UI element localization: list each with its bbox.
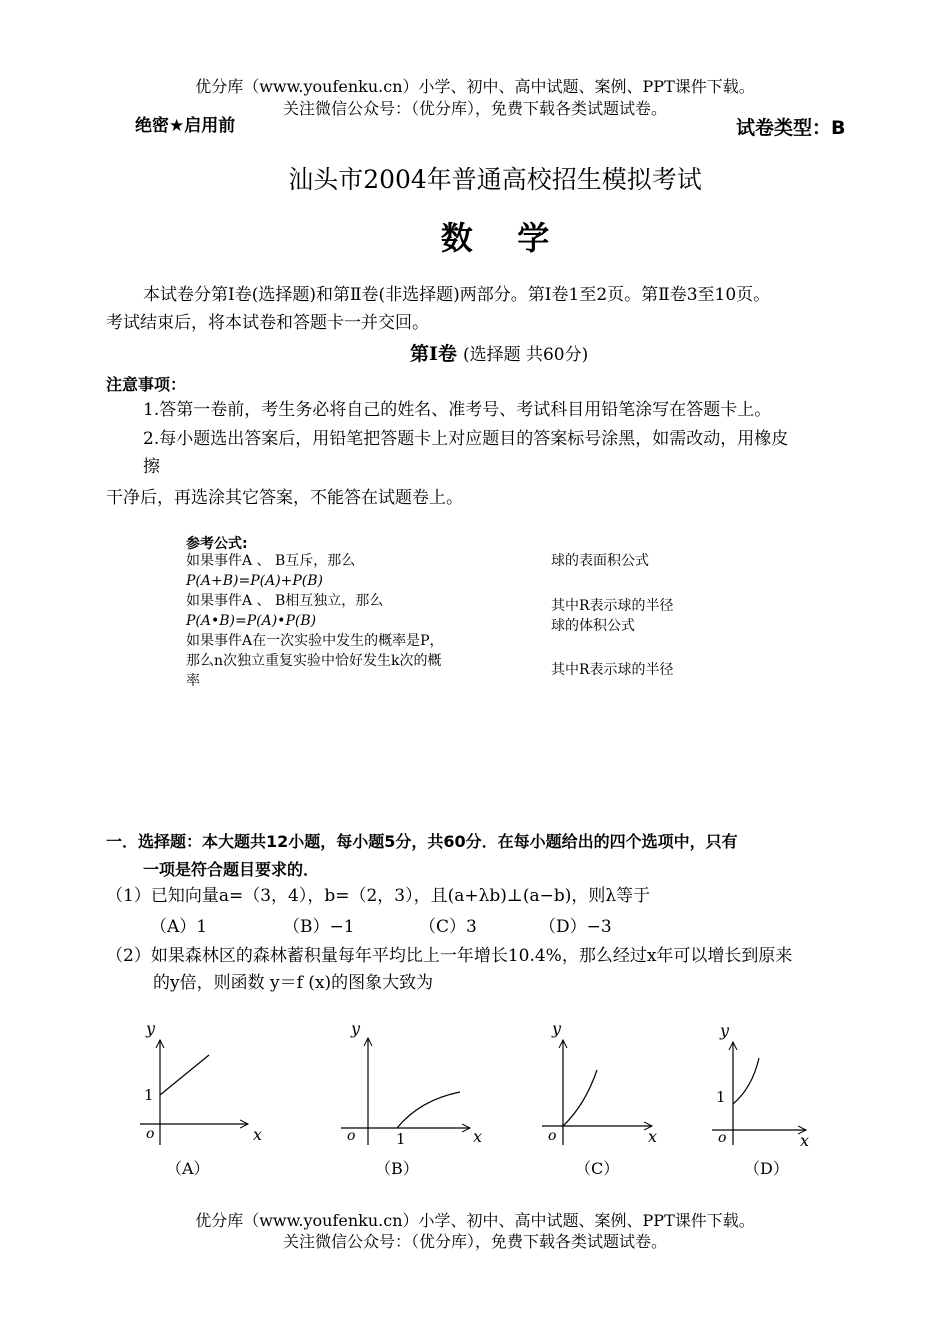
formula-title: 参考公式: [186, 536, 248, 552]
formula-left-0: 如果事件A 、 B互斥，那么 [186, 553, 356, 569]
question-1-option-c: （C）3 [419, 917, 477, 937]
formula-right-3: 其中R表示球的半径 [551, 662, 674, 678]
part1-subtitle: (选择题 共60分) [462, 345, 589, 365]
formula-left-6: 率 [186, 673, 200, 689]
formula-left-3: P(A•B)=P(A)•P(B) [186, 613, 317, 629]
question-2-stem: （2）如果森林区的森林蓄积量每年平均比上一年增长10.4%，那么经过x年可以增长到原来 [106, 946, 793, 966]
graph-a [140, 1019, 262, 1178]
graph-d-origin: o [718, 1130, 727, 1146]
graph-a-y-label: y [146, 1019, 156, 1038]
intro-line-1: 本试卷分第Ⅰ卷(选择题)和第Ⅱ卷(非选择题)两部分。第Ⅰ卷1至2页。第Ⅱ卷3至10页。 [143, 285, 771, 305]
answer-graphs [0, 1010, 950, 1190]
graph-c-label: （C） [575, 1159, 620, 1178]
graph-b [341, 1019, 482, 1178]
graph-b-y-label: y [351, 1019, 361, 1038]
graph-a-x-label: x [253, 1125, 263, 1144]
question-1-option-d: （D）−3 [539, 917, 612, 937]
header-ad-line-2: 关注微信公众号：（优分库），免费下载各类试题试卷。 [282, 99, 667, 118]
section1-instructions-continued: 一项是符合题目要求的． [143, 860, 320, 879]
question-1-option-b: （B）−1 [283, 917, 355, 937]
graph-c-x-label: x [648, 1127, 658, 1146]
question-1-option-a: （A）1 [150, 917, 208, 937]
formula-right-2: 球的体积公式 [551, 618, 635, 634]
formula-left-4: 如果事件A在一次实验中发生的概率是P， [186, 633, 444, 649]
graph-d [712, 1021, 809, 1178]
graph-d-curve [733, 1058, 759, 1104]
question-2-stem-continued: 的y倍，则函数 y＝f (x)的图象大致为 [153, 973, 434, 993]
notice-title: 注意事项： [106, 375, 187, 394]
formula-right-0: 球的表面积公式 [551, 553, 649, 569]
graph-a-intercept: 1 [144, 1086, 154, 1104]
footer-ad-line-1: 优分库（www.youfenku.cn）小学、初中、高中试题、案例、PPT课件下载。 [195, 1211, 755, 1230]
formula-left-2: 如果事件A 、 B相互独立，那么 [186, 593, 384, 609]
formula-left-5: 那么n次独立重复实验中恰好发生k次的概 [186, 653, 442, 669]
graph-c-y-label: y [552, 1019, 562, 1038]
exam-title: 汕头市2004年普通高校招生模拟考试 [288, 165, 702, 194]
notice-item-1: 1.答第一卷前，考生务必将自己的姓名、准考号、考试科目用铅笔涂写在答题卡上。 [143, 400, 772, 420]
graph-b-intercept: 1 [396, 1130, 406, 1148]
graph-c-curve [563, 1070, 597, 1126]
header-ad-line-1: 优分库（www.youfenku.cn）小学、初中、高中试题、案例、PPT课件下载。 [195, 77, 755, 96]
question-1-stem: （1）已知向量a=（3，4），b=（2，3），且(a+λb)⊥(a−b)，则λ等于 [106, 886, 651, 906]
graph-d-label: （D） [744, 1159, 789, 1178]
graph-b-x-label: x [473, 1127, 483, 1146]
formula-left-1: P(A+B)=P(A)+P(B) [186, 573, 324, 589]
part1-title: 第Ⅰ卷 [410, 343, 457, 365]
graph-a-origin: o [146, 1126, 155, 1142]
graph-b-origin: o [347, 1128, 356, 1144]
notice-item-2-wrap: 擦 [143, 457, 160, 477]
formula-right-1: 其中R表示球的半径 [551, 598, 674, 614]
notice-item-2: 2.每小题选出答案后，用铅笔把答题卡上对应题目的答案标号涂黑，如需改动，用橡皮 [143, 429, 789, 449]
footer-ad-line-2: 关注微信公众号：（优分库），免费下载各类试题试卷。 [282, 1232, 667, 1251]
paper-type-label: 试卷类型：B [736, 117, 846, 139]
graph-d-x-label: x [800, 1131, 810, 1150]
graph-a-label: （A） [166, 1159, 210, 1178]
graph-d-intercept: 1 [716, 1088, 726, 1106]
graph-a-curve [160, 1055, 209, 1095]
graph-c-origin: o [548, 1128, 557, 1144]
notice-item-2-continued: 干净后，再选涂其它答案，不能答在试题卷上。 [106, 488, 463, 508]
intro-line-2: 考试结束后，将本试卷和答题卡一并交回。 [106, 313, 429, 333]
graph-b-curve [397, 1092, 460, 1128]
section1-instructions: 一．选择题：本大题共12小题，每小题5分，共60分．在每小题给出的四个选项中，只有 [106, 832, 738, 851]
graph-d-y-label: y [720, 1021, 730, 1040]
graph-b-label: （B） [375, 1159, 419, 1178]
confidential-label: 绝密★启用前 [135, 116, 236, 136]
part1-heading [410, 339, 588, 366]
graph-c [542, 1019, 657, 1178]
subject-title: 数 学 [440, 219, 550, 257]
